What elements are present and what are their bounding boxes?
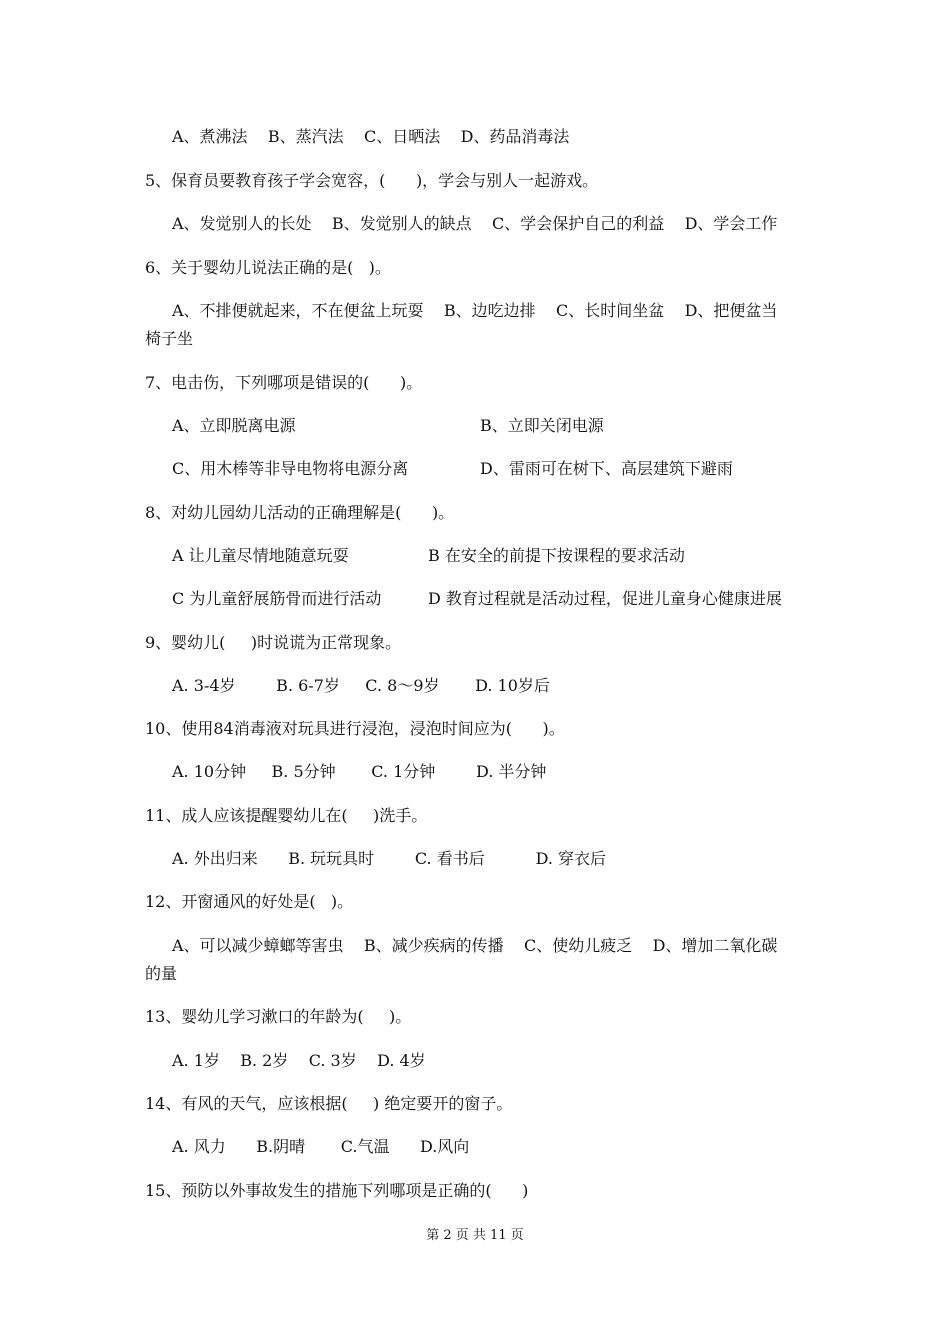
question-7-option-a: A、立即脱离电源 [172, 416, 296, 435]
question-13-options: A. 1岁 B. 2岁 C. 3岁 D. 4岁 [172, 1051, 426, 1070]
question-11: 11、成人应该提醒婴幼儿在( )洗手。 [145, 806, 428, 825]
question-9-options: A. 3-4岁 B. 6-7岁 C. 8～9岁 D. 10岁后 [172, 676, 550, 695]
question-5: 5、保育员要教育孩子学会宽容，( )，学会与别人一起游戏。 [145, 171, 599, 190]
question-14: 14、有风的天气，应该根据( ) 绝定要开的窗子。 [145, 1094, 513, 1113]
question-12-options: A、可以减少蟑螂等害虫 B、减少疾病的传播 C、使幼儿疲乏 D、增加二氧化碳 [172, 936, 778, 955]
question-10-options: A. 10分钟 B. 5分钟 C. 1分钟 D. 半分钟 [172, 762, 547, 781]
question-5-options: A、发觉别人的长处 B、发觉别人的缺点 C、学会保护自己的利益 D、学会工作 [172, 214, 778, 233]
question-4-options: A、煮沸法 B、蒸汽法 C、日晒法 D、药品消毒法 [172, 127, 570, 146]
question-8-option-c: C 为儿童舒展筋骨而进行活动 [172, 589, 382, 608]
question-12-options-continued: 的量 [145, 964, 178, 983]
question-8-option-b: B 在安全的前提下按课程的要求活动 [428, 546, 685, 565]
question-13: 13、婴幼儿学习漱口的年龄为( )。 [145, 1007, 412, 1026]
question-10: 10、使用84消毒液对玩具进行浸泡，浸泡时间应为( )。 [145, 719, 565, 738]
question-6: 6、关于婴幼儿说法正确的是( )。 [145, 258, 391, 277]
question-15: 15、预防以外事故发生的措施下列哪项是正确的( ) [145, 1181, 529, 1200]
question-12: 12、开窗通风的好处是( )。 [145, 892, 354, 911]
question-7-option-d: D、雷雨可在树下、高层建筑下避雨 [480, 459, 733, 478]
page-footer: 第 2 页 共 11 页 [426, 1228, 524, 1243]
question-8: 8、对幼儿园幼儿活动的正确理解是( )。 [145, 503, 455, 522]
question-9: 9、婴幼儿( )时说谎为正常现象。 [145, 633, 402, 652]
question-7-option-b: B、立即关闭电源 [480, 416, 604, 435]
question-7: 7、电击伤，下列哪项是错误的( )。 [145, 373, 423, 392]
question-11-options: A. 外出归来 B. 玩玩具时 C. 看书后 D. 穿衣后 [172, 849, 606, 868]
question-8-option-d: D 教育过程就是活动过程，促进儿童身心健康进展 [428, 589, 782, 608]
question-6-options-continued: 椅子坐 [145, 329, 194, 348]
question-8-option-a: A 让儿童尽情地随意玩耍 [172, 546, 349, 565]
question-14-options: A. 风力 B.阴晴 C.气温 D.风向 [172, 1137, 470, 1156]
question-6-options: A、不排便就起来，不在便盆上玩耍 B、边吃边排 C、长时间坐盆 D、把便盆当 [172, 301, 778, 320]
question-7-option-c: C、用木棒等非导电物将电源分离 [172, 459, 409, 478]
